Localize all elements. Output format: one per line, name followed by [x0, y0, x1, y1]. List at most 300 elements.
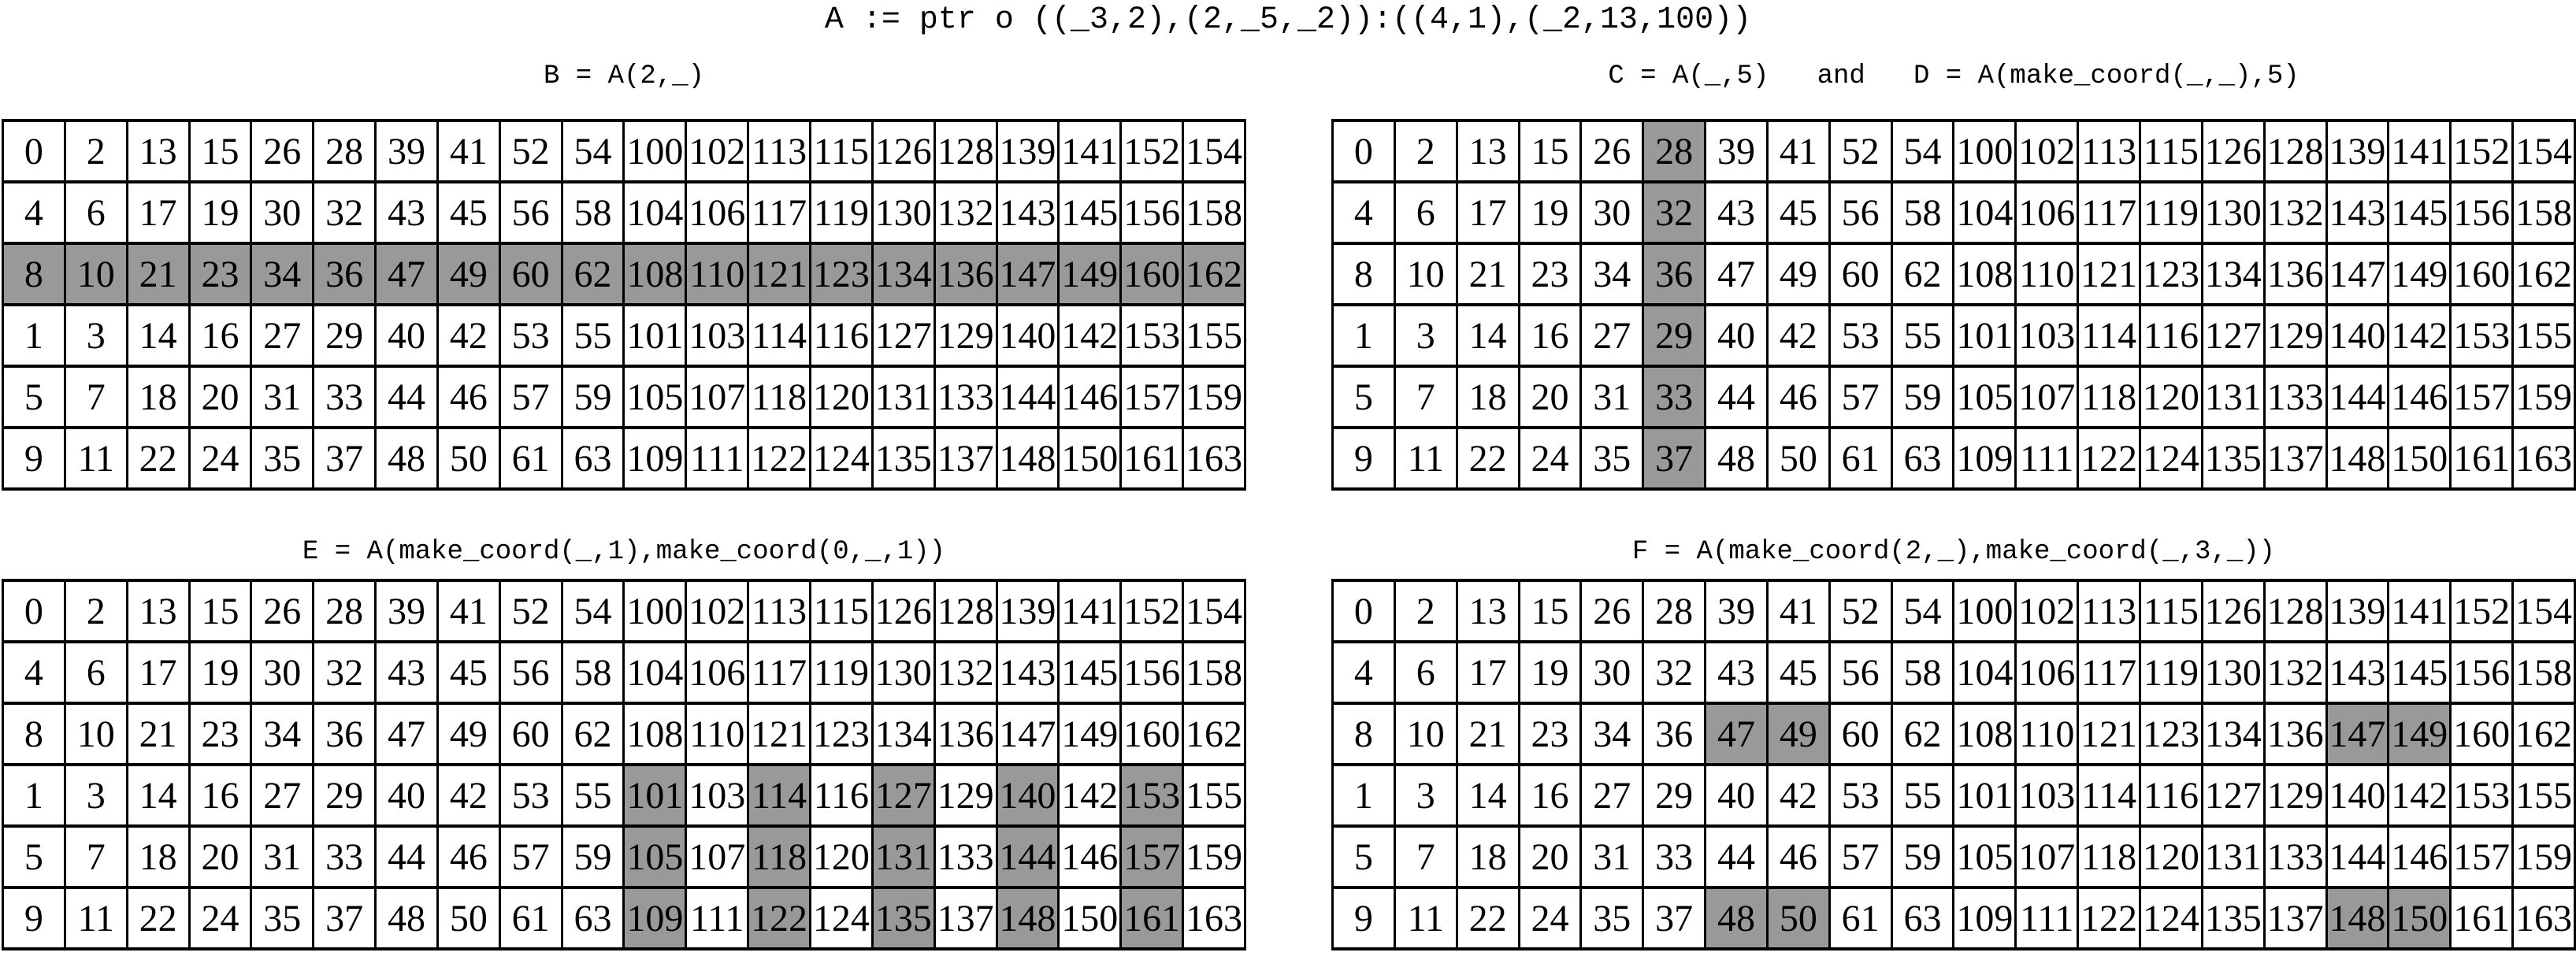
- table-cell: 117: [748, 182, 811, 243]
- table-cell: 24: [1519, 887, 1581, 949]
- table-cell: 27: [1581, 765, 1643, 826]
- table-cell: 128: [934, 580, 997, 642]
- table-cell: 33: [1643, 826, 1706, 887]
- table-cell: 10: [65, 703, 127, 765]
- table-cell: 28: [314, 580, 376, 642]
- table-cell: 143: [997, 182, 1059, 243]
- table-cell: 118: [2078, 366, 2140, 428]
- table-cell: 1: [3, 305, 65, 366]
- table-cell: 162: [2513, 243, 2575, 305]
- table-cell: 11: [65, 428, 127, 489]
- table-cell: 8: [1333, 243, 1395, 305]
- table-cell-highlighted: 49: [1767, 703, 1829, 765]
- table-cell: 115: [2140, 120, 2202, 182]
- table-cell-highlighted: 105: [624, 826, 686, 887]
- table-row: [3, 580, 1245, 642]
- table-cell-highlighted: 161: [1121, 887, 1183, 949]
- table-cell: 122: [2078, 887, 2140, 949]
- table-cell: 13: [127, 120, 189, 182]
- table-cell: 152: [1121, 120, 1183, 182]
- table-cell: 105: [1954, 366, 2016, 428]
- table-cell: 21: [127, 703, 189, 765]
- table-cell: 59: [562, 826, 624, 887]
- table-cell: 54: [1891, 120, 1954, 182]
- table-cell: 14: [1457, 305, 1519, 366]
- table-cell: 107: [2016, 826, 2078, 887]
- table-cell: 145: [2389, 182, 2451, 243]
- table-cell: 56: [499, 182, 562, 243]
- table-cell: 46: [1767, 826, 1829, 887]
- table-cell: 116: [810, 765, 872, 826]
- table-cell: 41: [437, 120, 499, 182]
- table-cell: 61: [499, 887, 562, 949]
- table-cell: 63: [562, 887, 624, 949]
- table-row: [1333, 580, 2575, 642]
- table-cell: 159: [1183, 366, 1245, 428]
- table-cell: 32: [314, 182, 376, 243]
- table-cell: 131: [2202, 826, 2264, 887]
- table-cell: 59: [1891, 366, 1954, 428]
- table-cell: 7: [1394, 826, 1457, 887]
- table-cell: 134: [2202, 243, 2264, 305]
- table-cell: 104: [1954, 642, 2016, 703]
- table-cell: 122: [748, 428, 811, 489]
- table-cell: 130: [2202, 182, 2264, 243]
- table-cell: 159: [1183, 826, 1245, 887]
- table-cell: 2: [65, 120, 127, 182]
- table-cell: 104: [1954, 182, 2016, 243]
- table-cell: 137: [2264, 887, 2326, 949]
- table-row: [3, 366, 1245, 428]
- table-cell: 150: [1059, 428, 1121, 489]
- table-cell: 29: [1643, 765, 1706, 826]
- table-cell: 156: [1121, 182, 1183, 243]
- table-cell: 118: [2078, 826, 2140, 887]
- table-cell: 6: [65, 642, 127, 703]
- table-cell: 42: [437, 765, 499, 826]
- table-cell-highlighted: 121: [748, 243, 811, 305]
- table-cell: 11: [65, 887, 127, 949]
- table-cell: 40: [376, 305, 438, 366]
- table-cell: 153: [1121, 305, 1183, 366]
- table-cell: 127: [872, 305, 934, 366]
- table-cell: 53: [499, 305, 562, 366]
- table-cell: 136: [2264, 703, 2326, 765]
- table-cell: 132: [2264, 642, 2326, 703]
- table-row: [1333, 305, 2575, 366]
- table-cell: 1: [1333, 305, 1395, 366]
- table-cell: 24: [1519, 428, 1581, 489]
- table-cell: 18: [127, 826, 189, 887]
- table-cell: 103: [686, 765, 748, 826]
- table-cell: 162: [1183, 703, 1245, 765]
- table-cell: 137: [934, 887, 997, 949]
- table-cell: 23: [1519, 243, 1581, 305]
- table-cell: 17: [1457, 642, 1519, 703]
- table-cell: 10: [1394, 703, 1457, 765]
- table-cell: 119: [2140, 642, 2202, 703]
- table-cell: 36: [1643, 703, 1706, 765]
- table-cell: 7: [1394, 366, 1457, 428]
- table-cell: 52: [499, 120, 562, 182]
- table-cell-highlighted: 144: [997, 826, 1059, 887]
- table-cell: 40: [376, 765, 438, 826]
- caption-table-b: B = A(2,_): [543, 61, 705, 91]
- table-row: [1333, 642, 2575, 703]
- table-cell: 137: [2264, 428, 2326, 489]
- table-cell: 115: [810, 120, 872, 182]
- table-cell: 63: [562, 428, 624, 489]
- table-cell: 31: [1581, 366, 1643, 428]
- table-cell: 124: [810, 887, 872, 949]
- table-cell-highlighted: 148: [997, 887, 1059, 949]
- table-cell: 46: [437, 366, 499, 428]
- table-cell: 60: [1829, 243, 1891, 305]
- table-cell: 62: [1891, 703, 1954, 765]
- table-cell: 52: [1829, 120, 1891, 182]
- table-cell: 26: [251, 120, 314, 182]
- table-cell: 48: [376, 887, 438, 949]
- table-cell: 137: [934, 428, 997, 489]
- table-cell: 7: [65, 826, 127, 887]
- table-cell: 18: [127, 366, 189, 428]
- table-cell: 152: [2451, 580, 2513, 642]
- table-cell: 44: [1706, 366, 1768, 428]
- table-cell-highlighted: 29: [1643, 305, 1706, 366]
- table-cell: 3: [1394, 765, 1457, 826]
- table-cell: 133: [934, 826, 997, 887]
- table-cell: 39: [1706, 120, 1768, 182]
- table-cell: 41: [1767, 580, 1829, 642]
- table-cell: 36: [314, 703, 376, 765]
- table-cell: 7: [65, 366, 127, 428]
- table-cell: 136: [2264, 243, 2326, 305]
- caption-table-c-and-d: C = A(_,5) and D = A(make_coord(_,_),5): [1608, 61, 2299, 91]
- table-cell: 28: [314, 120, 376, 182]
- table-cell: 156: [2451, 642, 2513, 703]
- table-cell-highlighted: 10: [65, 243, 127, 305]
- table-cell: 129: [2264, 765, 2326, 826]
- table-cell: 140: [2326, 305, 2389, 366]
- table-cell: 103: [2016, 305, 2078, 366]
- table-cell: 111: [2016, 428, 2078, 489]
- table-cell: 104: [624, 642, 686, 703]
- table-cell: 52: [1829, 580, 1891, 642]
- table-row: [1333, 765, 2575, 826]
- table-cell: 133: [934, 366, 997, 428]
- table-cell-highlighted: 108: [624, 243, 686, 305]
- table-cell: 142: [2389, 305, 2451, 366]
- table-cell-highlighted: 23: [189, 243, 251, 305]
- table-cell: 29: [314, 765, 376, 826]
- table-cell: 43: [1706, 182, 1768, 243]
- table-cell: 101: [1954, 765, 2016, 826]
- table-cell: 130: [872, 182, 934, 243]
- table-cell: 57: [1829, 366, 1891, 428]
- table-cell: 4: [1333, 182, 1395, 243]
- table-cell: 122: [2078, 428, 2140, 489]
- table-cell: 27: [251, 765, 314, 826]
- caption-table-f: F = A(make_coord(2,_),make_coord(_,3,_)): [1631, 537, 2276, 567]
- table-cell: 6: [1394, 642, 1457, 703]
- table-cell: 55: [562, 305, 624, 366]
- table-cell: 5: [3, 826, 65, 887]
- table-cell: 0: [3, 120, 65, 182]
- table-cell: 131: [2202, 366, 2264, 428]
- table-cell: 9: [1333, 428, 1395, 489]
- table-cell: 39: [376, 580, 438, 642]
- table-cell: 134: [872, 703, 934, 765]
- table-cell: 108: [1954, 243, 2016, 305]
- table-cell: 133: [2264, 366, 2326, 428]
- table-cell: 30: [251, 182, 314, 243]
- table-cell: 45: [1767, 182, 1829, 243]
- table-cell: 22: [127, 887, 189, 949]
- table-cell-highlighted: 8: [3, 243, 65, 305]
- table-cell: 61: [499, 428, 562, 489]
- table-cell: 144: [2326, 366, 2389, 428]
- table-cell: 120: [2140, 366, 2202, 428]
- table-row: [1333, 428, 2575, 489]
- table-cell: 45: [437, 642, 499, 703]
- table-cell: 5: [1333, 366, 1395, 428]
- table-cell-highlighted: 149: [2389, 703, 2451, 765]
- table-cell: 17: [127, 182, 189, 243]
- table-cell: 117: [2078, 182, 2140, 243]
- table-cell: 133: [2264, 826, 2326, 887]
- table-cell: 113: [2078, 580, 2140, 642]
- table-cell: 150: [2389, 428, 2451, 489]
- table-cell: 45: [437, 182, 499, 243]
- table-cell: 123: [2140, 703, 2202, 765]
- table-row: [3, 243, 1245, 305]
- table-cell: 113: [748, 580, 811, 642]
- table-cell: 106: [2016, 642, 2078, 703]
- table-row: [3, 765, 1245, 826]
- table-cell: 35: [1581, 428, 1643, 489]
- table-cell: 118: [748, 366, 811, 428]
- table-cell: 43: [376, 642, 438, 703]
- table-cell: 26: [1581, 580, 1643, 642]
- table-cell: 22: [127, 428, 189, 489]
- table-cell: 140: [997, 305, 1059, 366]
- table-cell: 57: [1829, 826, 1891, 887]
- table-cell-highlighted: 118: [748, 826, 811, 887]
- table-cell: 14: [127, 305, 189, 366]
- table-cell: 144: [2326, 826, 2389, 887]
- table-cell: 113: [748, 120, 811, 182]
- table-cell-highlighted: 48: [1706, 887, 1768, 949]
- table-cell-highlighted: 123: [810, 243, 872, 305]
- table-cell: 134: [2202, 703, 2264, 765]
- table-cell: 42: [437, 305, 499, 366]
- table-cell: 128: [934, 120, 997, 182]
- table-row: [3, 305, 1245, 366]
- table-cell: 143: [2326, 182, 2389, 243]
- table-cell: 117: [748, 642, 811, 703]
- table-cell: 58: [1891, 182, 1954, 243]
- table-cell: 109: [1954, 428, 2016, 489]
- table-cell: 35: [251, 887, 314, 949]
- table-cell: 100: [624, 120, 686, 182]
- table-row: [1333, 703, 2575, 765]
- table-cell: 141: [2389, 120, 2451, 182]
- table-row: [1333, 366, 2575, 428]
- table-cell: 153: [2451, 765, 2513, 826]
- table-cell: 155: [2513, 765, 2575, 826]
- table-cell: 143: [997, 642, 1059, 703]
- table-cell: 147: [997, 703, 1059, 765]
- table-cell: 157: [1121, 366, 1183, 428]
- table-cell: 163: [1183, 428, 1245, 489]
- table-cell: 139: [997, 580, 1059, 642]
- table-cell: 43: [376, 182, 438, 243]
- table-cell-highlighted: 62: [562, 243, 624, 305]
- table-cell: 60: [499, 703, 562, 765]
- table-cell: 47: [376, 703, 438, 765]
- table-cell-highlighted: 150: [2389, 887, 2451, 949]
- table-cell: 116: [2140, 765, 2202, 826]
- table-cell: 136: [934, 703, 997, 765]
- layout-table-f: [1331, 579, 2576, 950]
- table-cell: 102: [2016, 580, 2078, 642]
- table-cell: 34: [1581, 703, 1643, 765]
- table-cell: 9: [1333, 887, 1395, 949]
- table-cell: 110: [2016, 703, 2078, 765]
- table-cell: 16: [189, 765, 251, 826]
- table-cell: 14: [127, 765, 189, 826]
- table-cell: 119: [2140, 182, 2202, 243]
- table-cell: 57: [499, 366, 562, 428]
- table-cell: 121: [2078, 243, 2140, 305]
- table-cell: 105: [1954, 826, 2016, 887]
- table-cell-highlighted: 37: [1643, 428, 1706, 489]
- table-cell-highlighted: 21: [127, 243, 189, 305]
- table-cell: 52: [499, 580, 562, 642]
- table-cell: 18: [1457, 826, 1519, 887]
- table-cell: 101: [1954, 305, 2016, 366]
- table-row: [1333, 826, 2575, 887]
- table-cell: 46: [437, 826, 499, 887]
- table-cell: 102: [686, 120, 748, 182]
- table-cell-highlighted: 28: [1643, 120, 1706, 182]
- table-cell: 107: [686, 366, 748, 428]
- table-cell: 106: [2016, 182, 2078, 243]
- table-cell: 8: [3, 703, 65, 765]
- table-cell: 13: [1457, 580, 1519, 642]
- table-cell: 1: [3, 765, 65, 826]
- table-cell: 145: [1059, 642, 1121, 703]
- table-cell: 15: [1519, 120, 1581, 182]
- table-cell-highlighted: 127: [872, 765, 934, 826]
- table-cell: 11: [1394, 428, 1457, 489]
- table-cell: 16: [189, 305, 251, 366]
- table-cell: 130: [2202, 642, 2264, 703]
- table-cell: 57: [499, 826, 562, 887]
- table-cell-highlighted: 135: [872, 887, 934, 949]
- table-cell: 148: [997, 428, 1059, 489]
- table-cell: 42: [1767, 305, 1829, 366]
- table-cell: 16: [1519, 765, 1581, 826]
- table-cell: 111: [686, 428, 748, 489]
- table-row: [3, 703, 1245, 765]
- table-cell: 1: [1333, 765, 1395, 826]
- table-cell: 50: [437, 887, 499, 949]
- table-cell: 6: [65, 182, 127, 243]
- table-cell: 3: [1394, 305, 1457, 366]
- table-cell: 34: [1581, 243, 1643, 305]
- table-cell: 124: [810, 428, 872, 489]
- table-cell: 126: [2202, 580, 2264, 642]
- table-cell: 128: [2264, 580, 2326, 642]
- table-cell: 18: [1457, 366, 1519, 428]
- table-cell: 21: [1457, 703, 1519, 765]
- table-cell: 139: [2326, 580, 2389, 642]
- table-cell: 11: [1394, 887, 1457, 949]
- table-cell: 145: [1059, 182, 1121, 243]
- table-cell: 44: [376, 366, 438, 428]
- table-cell: 155: [2513, 305, 2575, 366]
- table-cell: 111: [686, 887, 748, 949]
- table-cell: 22: [1457, 428, 1519, 489]
- table-cell: 30: [251, 642, 314, 703]
- table-cell-highlighted: 101: [624, 765, 686, 826]
- table-cell: 147: [2326, 243, 2389, 305]
- table-cell-highlighted: 157: [1121, 826, 1183, 887]
- table-cell: 160: [2451, 243, 2513, 305]
- table-cell-highlighted: 122: [748, 887, 811, 949]
- table-cell: 19: [189, 182, 251, 243]
- table-cell: 62: [562, 703, 624, 765]
- caption-table-e: E = A(make_coord(_,1),make_coord(0,_,1)): [302, 537, 946, 567]
- table-cell-highlighted: 50: [1767, 887, 1829, 949]
- table-cell: 107: [2016, 366, 2078, 428]
- table-cell: 120: [2140, 826, 2202, 887]
- table-cell: 123: [2140, 243, 2202, 305]
- table-cell: 146: [1059, 366, 1121, 428]
- table-cell: 4: [1333, 642, 1395, 703]
- table-cell-highlighted: 32: [1643, 182, 1706, 243]
- table-cell: 54: [1891, 580, 1954, 642]
- table-cell: 115: [2140, 580, 2202, 642]
- table-cell: 152: [2451, 120, 2513, 182]
- table-cell: 163: [2513, 887, 2575, 949]
- table-cell: 20: [1519, 366, 1581, 428]
- table-cell: 158: [1183, 182, 1245, 243]
- table-cell: 145: [2389, 642, 2451, 703]
- table-cell: 27: [251, 305, 314, 366]
- table-cell: 148: [2326, 428, 2389, 489]
- table-cell: 50: [1767, 428, 1829, 489]
- table-cell: 146: [2389, 366, 2451, 428]
- layout-table-c-and-d: [1331, 119, 2576, 491]
- table-cell: 152: [1121, 580, 1183, 642]
- table-cell: 6: [1394, 182, 1457, 243]
- table-cell: 20: [1519, 826, 1581, 887]
- table-cell: 149: [1059, 703, 1121, 765]
- table-cell: 27: [1581, 305, 1643, 366]
- table-row: [3, 120, 1245, 182]
- table-cell: 3: [65, 305, 127, 366]
- table-cell: 101: [624, 305, 686, 366]
- table-cell: 132: [2264, 182, 2326, 243]
- table-cell-highlighted: 134: [872, 243, 934, 305]
- table-cell: 160: [2451, 703, 2513, 765]
- table-cell-highlighted: 131: [872, 826, 934, 887]
- table-cell: 13: [1457, 120, 1519, 182]
- table-cell: 5: [1333, 826, 1395, 887]
- table-cell-highlighted: 114: [748, 765, 811, 826]
